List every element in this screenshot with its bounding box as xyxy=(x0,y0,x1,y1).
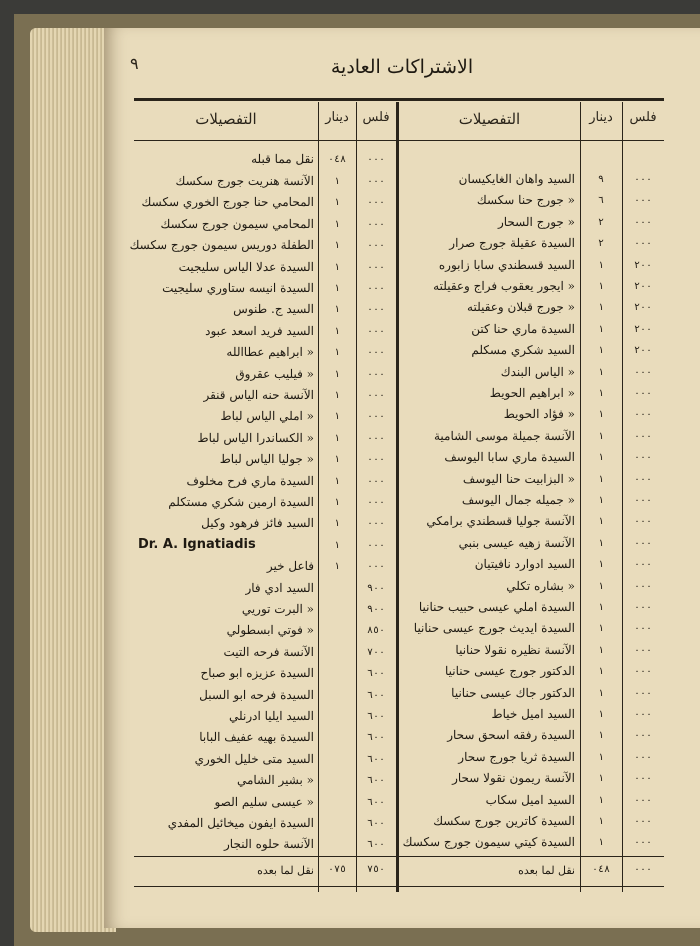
right-row-dinar: ١ xyxy=(597,794,605,806)
right-row-name: الآنسة زهيه عيسى بنبي xyxy=(458,535,575,550)
right-row-dinar: ١ xyxy=(597,495,605,506)
right-row-name: الآنسة جوليا قسطندي برامكي xyxy=(426,514,575,529)
right-row-dinar: ١ xyxy=(597,709,605,720)
left-row-name: « عيسى سليم الصو xyxy=(214,794,314,809)
right-row-fils: ٠٠٠ xyxy=(633,580,653,592)
right-row-fils: ٠٠٠ xyxy=(633,537,653,549)
right-row-dinar: ١ xyxy=(597,345,605,357)
right-row-name: السيدة ماري سابا اليوسف xyxy=(444,450,575,465)
right-row-fils: ٠٠٠ xyxy=(633,388,653,399)
right-row-fils: ٠٠٠ xyxy=(633,452,653,464)
left-row-fils: ٠٠٠ xyxy=(366,497,386,508)
right-row-dinar: ١ xyxy=(597,388,605,399)
right-row-dinar: ١ xyxy=(597,730,605,742)
left-row-name: السيدة انيسه ستاوري سليجيت xyxy=(162,281,314,295)
right-row-fils: ٠٠٠ xyxy=(633,174,653,185)
left-row-dinar: ١ xyxy=(333,197,341,209)
right-row-fils: ٠٠٠ xyxy=(633,730,653,742)
right-details-header: التفصيلات xyxy=(458,110,521,128)
right-row-fils: ٢٠٠ xyxy=(633,259,653,271)
left-row-name: الآنسة حلوه النجار xyxy=(224,837,314,852)
right-row-dinar: ١ xyxy=(597,751,605,763)
left-row-name: السيدة بهيه عفيف البابا xyxy=(199,730,314,745)
right-row-fils: ٢٠٠ xyxy=(633,302,653,314)
right-row-name: السيد اميل خياط xyxy=(491,707,575,721)
left-row-fils: ٩٠٠ xyxy=(366,582,386,594)
left-row-name: الآنسة هنريت جورج سكسك xyxy=(175,174,314,188)
left-row-dinar: ١ xyxy=(333,325,341,337)
right-footer-label: نقل لما بعده xyxy=(518,864,575,877)
left-row-dinar: ١ xyxy=(333,261,341,273)
left-row-fils: ٠٠٠ xyxy=(366,304,386,316)
left-row-name: السيدة ايفون ميخائيل المفدي xyxy=(167,816,314,830)
right-row-name: السيدة كيتي سيمون جورج سكسك xyxy=(402,835,575,850)
left-row-dinar: ١ xyxy=(333,454,341,466)
left-footer-dinar: ٠٧٥ xyxy=(327,864,347,875)
left-row-name: السيد فريد اسعد عبود xyxy=(205,323,314,338)
right-row-fils: ٠٠٠ xyxy=(633,473,653,485)
left-row-fils: ٦٠٠ xyxy=(366,775,386,787)
right-row-dinar: ١ xyxy=(597,537,605,549)
right-row-dinar: ١ xyxy=(597,559,605,571)
left-row-fils: ٠٠٠ xyxy=(366,539,386,551)
right-row-fils: ٠٠٠ xyxy=(633,195,653,207)
left-row-fils: ٠٠٠ xyxy=(366,218,386,230)
right-row-name: « جورج حنا سكسك xyxy=(476,193,575,208)
left-row-fils: ٠٠٠ xyxy=(366,475,386,487)
right-row-name: السيد قسطندي سابا زابوره xyxy=(438,257,575,272)
left-row-dinar: ١ xyxy=(333,283,341,294)
right-row-name: « جورج السحار xyxy=(497,214,575,229)
left-row-name: السيد ج. طنوس xyxy=(233,302,314,317)
left-row-dinar: ١ xyxy=(333,561,341,573)
right-row-dinar: ١ xyxy=(597,430,605,442)
left-row-fils: ٠٠٠ xyxy=(366,261,386,273)
left-row-fils: ٦٠٠ xyxy=(366,818,386,829)
left-row-name: الطفلة دوريس سيمون جورج سكسك xyxy=(129,238,314,253)
right-row-name: « بشاره تكلي xyxy=(506,578,575,593)
right-row-dinar: ١ xyxy=(597,623,605,635)
right-row-fils: ٠٠٠ xyxy=(633,238,653,250)
left-fils-header: فلس xyxy=(362,110,390,125)
right-row-fils: ٠٠٠ xyxy=(633,516,653,528)
right-row-fils: ٠٠٠ xyxy=(633,666,653,678)
right-row-fils: ٠٠٠ xyxy=(633,709,653,720)
header-rule xyxy=(134,140,664,141)
right-footer-dinar: ٠٤٨ xyxy=(591,864,611,875)
left-row-name: المحامي حنا جورج الخوري سكسك xyxy=(141,195,314,210)
right-row-dinar: ١ xyxy=(597,644,605,656)
page-title: الاشتراكات العادية xyxy=(330,56,474,78)
left-row-fils: ٠٠٠ xyxy=(366,197,386,209)
right-row-dinar: ١ xyxy=(597,666,605,678)
right-row-name: « ايجور يعقوب فراج وعقيلته xyxy=(433,279,575,293)
left-row-fils: ٦٠٠ xyxy=(366,753,386,765)
ledger-page xyxy=(104,28,700,928)
left-row-dinar: ١ xyxy=(333,475,341,487)
left-row-name: « الكساندرا الياس لباط xyxy=(197,430,314,445)
footer-rule-bottom xyxy=(134,886,664,887)
right-row-dinar: ١ xyxy=(597,281,605,292)
right-row-fils: ٠٠٠ xyxy=(633,430,653,442)
right-row-dinar: ١ xyxy=(597,473,605,485)
left-row-fils: ٧٠٠ xyxy=(366,646,386,658)
right-row-name: « ابراهيم الحويط xyxy=(489,386,575,400)
left-row-name: السيدة عدلا الياس سليجيت xyxy=(178,259,314,274)
left-row-dinar: ١ xyxy=(333,347,341,359)
right-row-name: « فؤاد الحويط xyxy=(503,407,575,422)
right-row-name: السيد ادوارد نافيتيان xyxy=(474,557,575,572)
right-row-name: « جورج قبلان وعقيلته xyxy=(467,300,575,315)
left-row-fils: ٦٠٠ xyxy=(366,668,386,680)
right-row-name: السيدة كاترين جورج سكسك xyxy=(433,814,575,828)
left-row-name: المحامي سيمون جورج سكسك xyxy=(160,216,314,231)
left-row-dinar: ١ xyxy=(333,240,341,252)
right-row-dinar: ٢ xyxy=(597,238,605,250)
right-row-dinar: ١ xyxy=(597,816,605,827)
left-row-fils: ٠٠٠ xyxy=(366,390,386,401)
left-row-name: السيد فائز فرهود وكيل xyxy=(201,516,314,531)
left-row-fils: ٠٠٠ xyxy=(366,240,386,252)
right-footer-fils: ٠٠٠ xyxy=(633,864,653,875)
left-row-name: السيد ايليا ادرنلي xyxy=(229,709,314,723)
right-row-fils: ٠٠٠ xyxy=(633,623,653,635)
right-dinar-header: دينار xyxy=(589,110,613,125)
left-row-fils: ٦٠٠ xyxy=(366,689,386,701)
footer-rule xyxy=(134,856,664,857)
left-carry-label: نقل مما قبله xyxy=(251,152,314,166)
left-row-name: الآنسة حنه الياس قنقر xyxy=(203,388,314,402)
right-row-dinar: ١ xyxy=(597,366,605,378)
left-row-fils: ٠٠٠ xyxy=(366,368,386,380)
left-footer-fils: ٧٥٠ xyxy=(366,864,386,875)
left-row-dinar: ١ xyxy=(333,411,341,423)
left-row-fils: ٠٠٠ xyxy=(366,411,386,423)
left-row-dinar: ١ xyxy=(333,497,341,508)
right-row-fils: ٠٠٠ xyxy=(633,794,653,806)
left-row-fils: ٠٠٠ xyxy=(366,325,386,337)
right-row-name: « الياس البندك xyxy=(500,364,575,379)
top-rule xyxy=(134,98,664,101)
left-row-name: « املي الياس لباط xyxy=(220,409,314,424)
left-row-fils: ٦٠٠ xyxy=(366,796,386,808)
left-dinar-header: دينار xyxy=(325,110,349,125)
left-row-name: السيدة عزيزه ابو صباح xyxy=(200,666,314,681)
left-row-dinar: ١ xyxy=(333,176,341,187)
right-row-fils: ٠٠٠ xyxy=(633,773,653,785)
right-row-name: « البزابيت حنا اليوسف xyxy=(462,471,575,486)
left-row-fils: ٠٠٠ xyxy=(366,454,386,466)
right-row-name: الدكتور جورج عيسى حنانيا xyxy=(444,664,575,679)
right-row-fils: ٢٠٠ xyxy=(633,323,653,335)
left-row-name: « جوليا الياس لباط xyxy=(219,452,314,467)
left-row-fils: ٩٠٠ xyxy=(366,604,386,615)
left-row-fils: ٠٠٠ xyxy=(366,347,386,359)
right-row-fils: ٠٠٠ xyxy=(633,837,653,849)
right-row-fils: ٠٠٠ xyxy=(633,644,653,656)
left-footer-label: نقل لما بعده xyxy=(257,864,314,877)
right-row-fils: ٠٠٠ xyxy=(633,366,653,378)
right-row-name: السيدة املي عيسى حبيب حنانيا xyxy=(418,600,575,614)
right-row-name: الدكتور جاك عيسى حنانيا xyxy=(451,685,575,700)
right-row-name: السيد شكري مسكلم xyxy=(471,343,575,358)
right-row-fils: ٠٠٠ xyxy=(633,751,653,763)
right-row-dinar: ١ xyxy=(597,837,605,849)
right-row-name: السيدة ثريا جورج سحار xyxy=(458,749,575,764)
right-row-fils: ٠٠٠ xyxy=(633,216,653,228)
page-number: ٩ xyxy=(130,54,139,73)
left-row-name: السيدة ارمين شكري مستكلم xyxy=(168,495,314,509)
left-row-fils: ٠٠٠ xyxy=(366,518,386,530)
right-row-name: السيدة ماري حنا كتن xyxy=(471,321,575,336)
right-row-dinar: ١ xyxy=(597,516,605,528)
left-row-fils: ٦٠٠ xyxy=(366,732,386,744)
left-row-dinar: ١ xyxy=(333,368,341,380)
left-row-fils: ٦٠٠ xyxy=(366,839,386,851)
left-row-fils: ٠٠٠ xyxy=(366,561,386,573)
left-row-fils: ٦٠٠ xyxy=(366,711,386,722)
right-row-name: الآنسة نظيره نقولا حنانيا xyxy=(455,642,575,657)
left-row-name: Dr. A. Ignatiadis xyxy=(138,536,256,552)
left-row-name: فاعل خير xyxy=(266,559,314,574)
left-details-header: التفصيلات xyxy=(195,110,257,128)
left-row-dinar: ١ xyxy=(333,390,341,401)
right-row-fils: ٠٠٠ xyxy=(633,602,653,613)
left-row-dinar: ١ xyxy=(333,518,341,530)
left-carry-fils: ٠٠٠ xyxy=(366,154,386,165)
right-row-name: الآنسة جميلة موسى الشامية xyxy=(434,428,575,443)
left-row-dinar: ١ xyxy=(333,218,341,230)
left-row-fils: ٨٥٠ xyxy=(366,625,386,637)
right-row-dinar: ١ xyxy=(597,602,605,613)
right-row-dinar: ٩ xyxy=(597,174,605,185)
right-row-fils: ٠٠٠ xyxy=(633,816,653,827)
right-row-fils: ٢٠٠ xyxy=(633,345,653,357)
right-row-dinar: ١ xyxy=(597,259,605,271)
left-row-fils: ٠٠٠ xyxy=(366,432,386,444)
right-row-name: السيدة رفقه اسحق سحار xyxy=(447,728,575,743)
right-row-dinar: ١ xyxy=(597,452,605,464)
right-row-dinar: ١ xyxy=(597,323,605,335)
left-row-name: السيد متى خليل الخوري xyxy=(194,751,314,766)
left-row-name: الآنسة فرحه التيت xyxy=(223,644,314,659)
right-row-dinar: ٢ xyxy=(597,216,605,228)
right-row-fils: ٠٠٠ xyxy=(633,409,653,421)
left-row-fils: ٠٠٠ xyxy=(366,176,386,187)
right-row-dinar: ١ xyxy=(597,687,605,699)
left-row-name: « فيليب عقروق xyxy=(235,366,314,381)
right-row-dinar: ٦ xyxy=(597,195,605,207)
left-row-dinar: ١ xyxy=(333,304,341,316)
left-row-fils: ٠٠٠ xyxy=(366,283,386,294)
subscriptions-table xyxy=(129,102,664,892)
right-row-fils: ٠٠٠ xyxy=(633,687,653,699)
right-row-name: الآنسة ريمون نقولا سحار xyxy=(452,771,575,786)
left-row-dinar: ١ xyxy=(333,539,341,551)
right-row-dinar: ١ xyxy=(597,773,605,785)
right-row-name: « جميله جمال اليوسف xyxy=(461,493,575,507)
right-fils-header: فلس xyxy=(629,110,657,125)
left-carry-dinar: ٠٤٨ xyxy=(327,154,347,165)
left-row-name: السيد ادي فار xyxy=(245,580,314,595)
left-row-name: السيدة ماري فرح مخلوف xyxy=(186,473,314,488)
left-row-name: « بشير الشامي xyxy=(236,773,314,788)
right-row-fils: ٢٠٠ xyxy=(633,281,653,292)
right-row-name: السيدة ايديث جورج عيسى حنانيا xyxy=(413,621,575,636)
right-row-dinar: ١ xyxy=(597,580,605,592)
right-row-name: السيدة عقيلة جورج صرار xyxy=(449,236,575,251)
right-row-name: السيد اميل سكاب xyxy=(485,792,575,807)
right-row-name: السيد واهان الغايكيسان xyxy=(458,172,575,186)
left-row-name: « ابراهيم عطاالله xyxy=(226,345,314,360)
left-row-dinar: ١ xyxy=(333,432,341,444)
right-row-fils: ٠٠٠ xyxy=(633,495,653,506)
right-row-fils: ٠٠٠ xyxy=(633,559,653,571)
left-row-name: السيدة فرحه ابو السبل xyxy=(199,687,314,702)
left-row-name: « البرت توريي xyxy=(241,602,314,616)
right-row-dinar: ١ xyxy=(597,302,605,314)
left-row-name: « فوتي ابسطولي xyxy=(226,623,314,638)
right-row-dinar: ١ xyxy=(597,409,605,421)
